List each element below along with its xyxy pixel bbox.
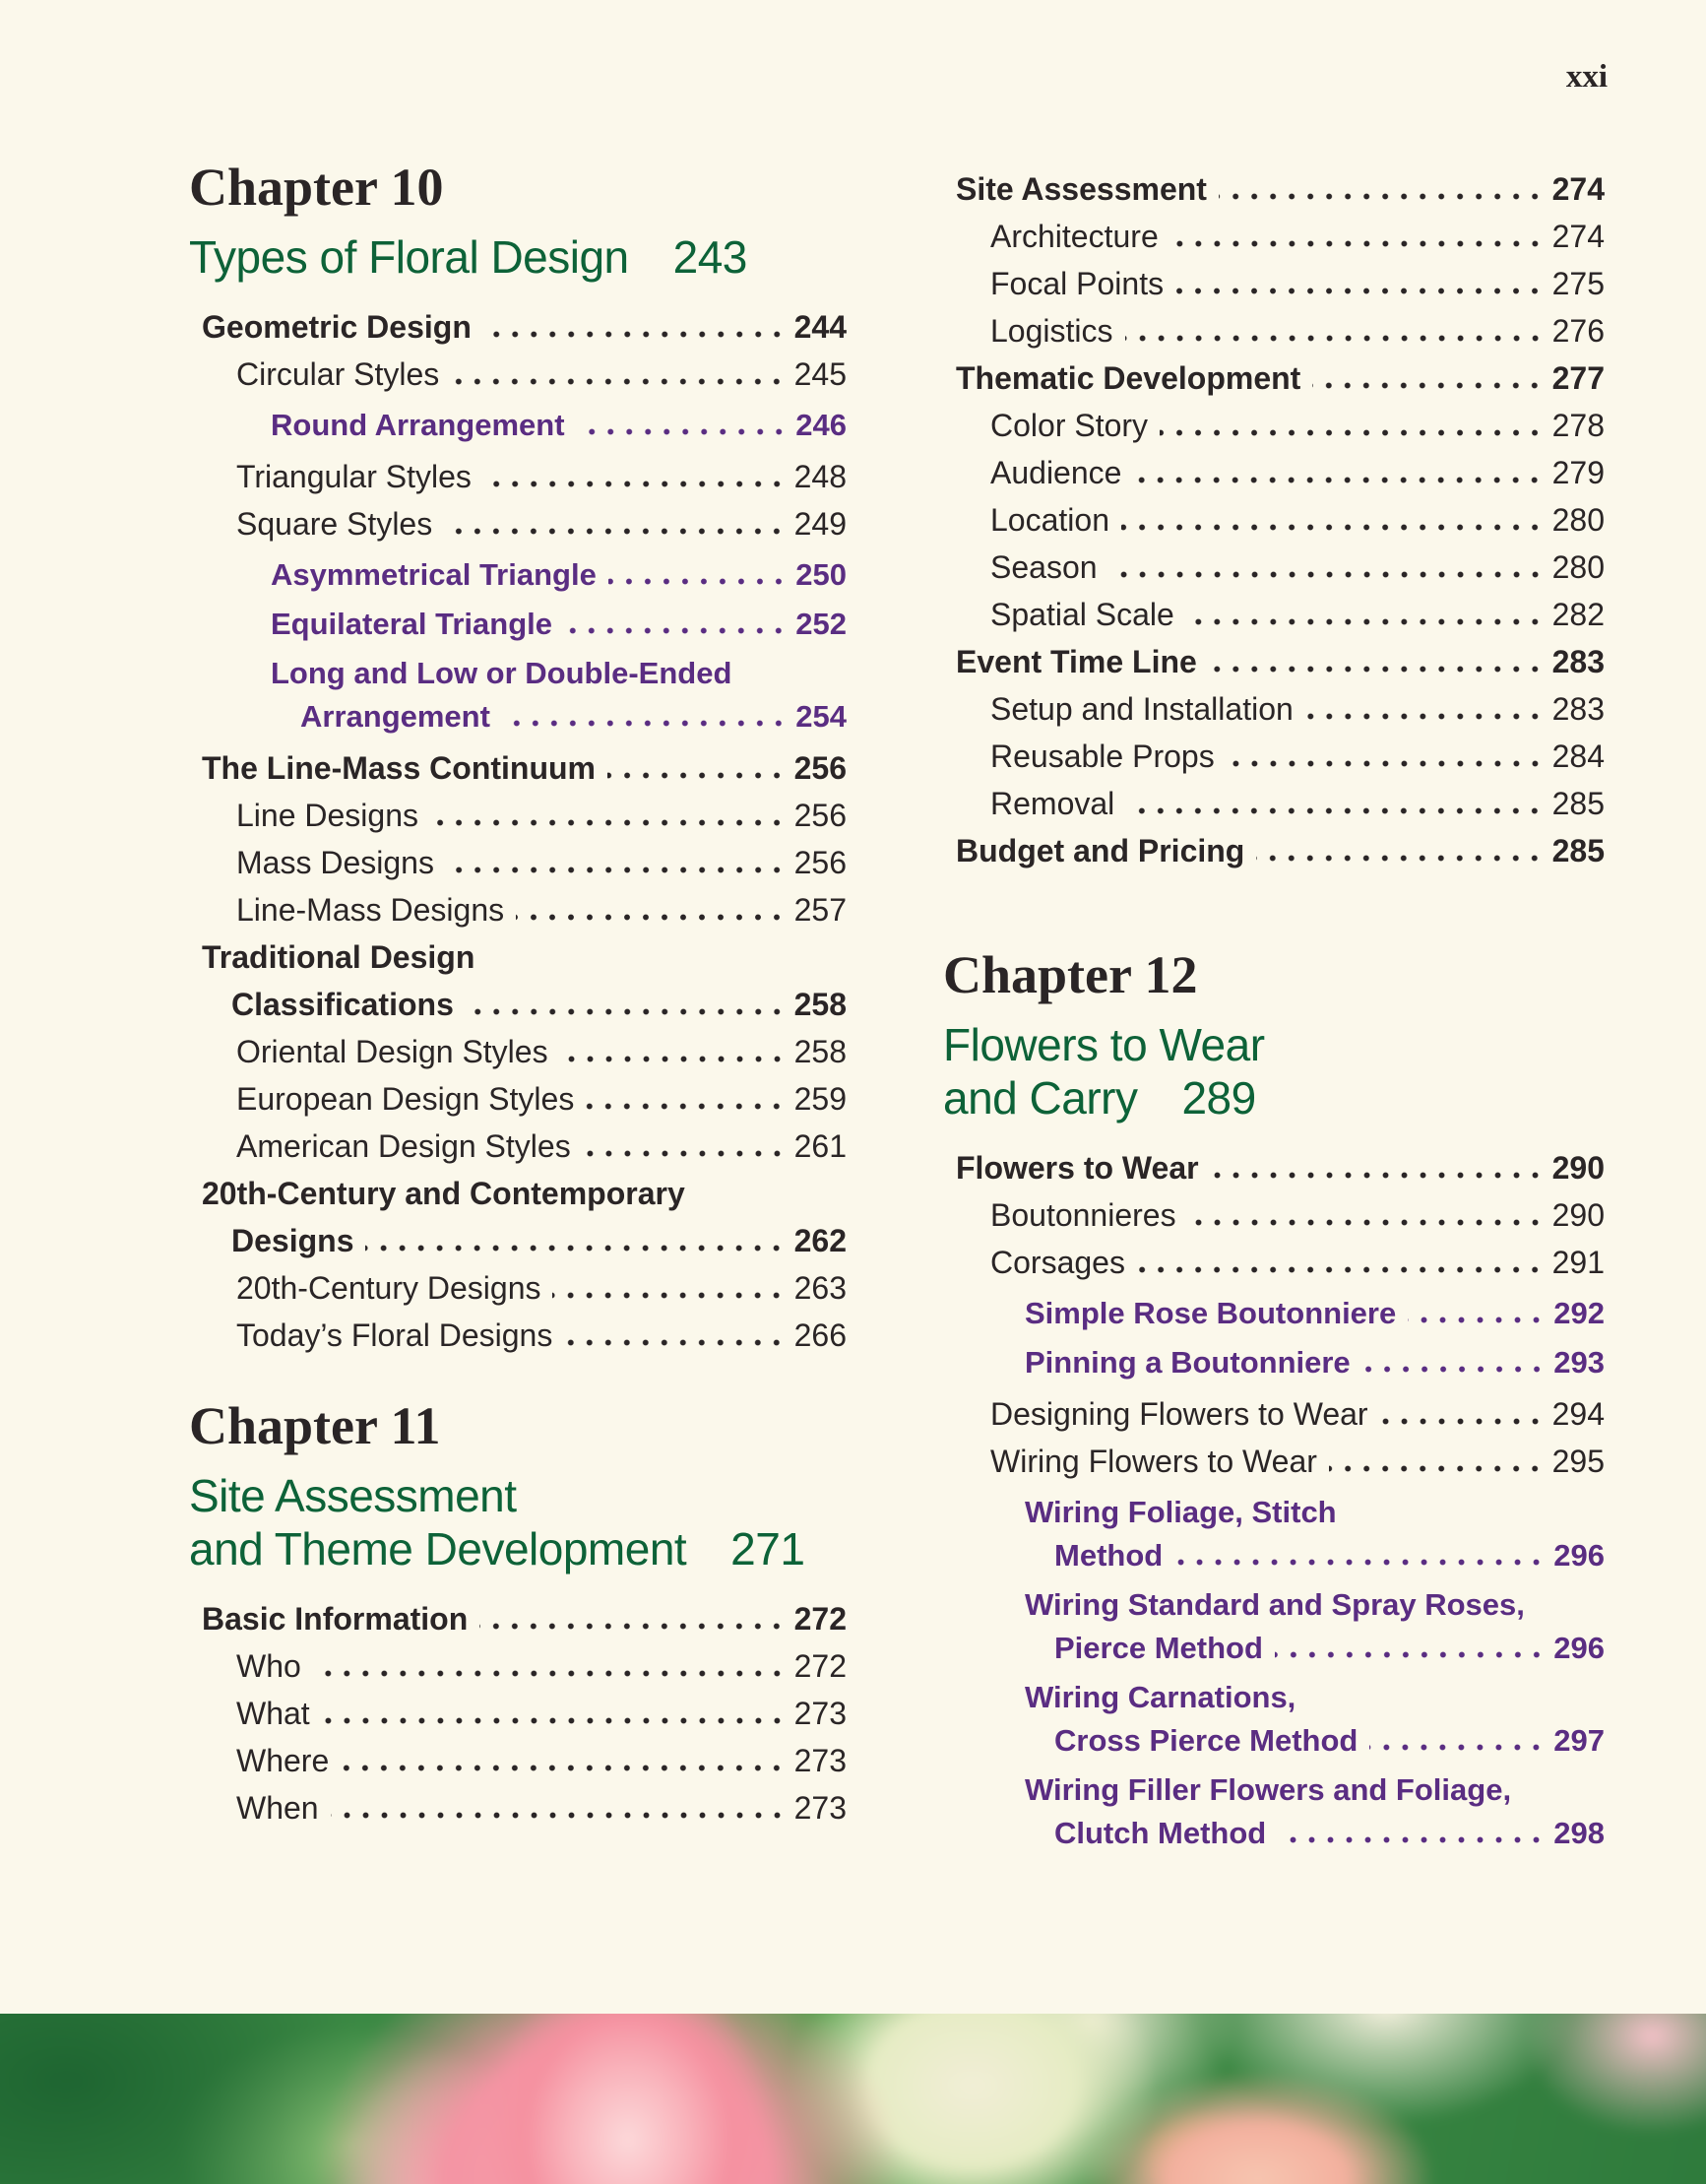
toc-entry-label: What bbox=[236, 1696, 310, 1731]
toc-entry-label: Wiring Standard and Spray Roses, bbox=[1025, 1587, 1525, 1622]
toc-entry-row bbox=[236, 1312, 847, 1359]
toc-entry-label: Flowers to Wear bbox=[956, 1150, 1199, 1186]
toc-page-number: 274 bbox=[1551, 219, 1605, 254]
toc-entry-label: Classifications bbox=[231, 987, 454, 1022]
dot-leader bbox=[516, 914, 787, 921]
page-number-corner: xxi bbox=[1565, 59, 1608, 95]
dot-leader bbox=[1175, 288, 1545, 294]
toc-entry-continuation bbox=[1025, 1627, 1605, 1670]
dot-leader bbox=[1121, 524, 1545, 531]
dot-leader bbox=[1227, 760, 1545, 767]
toc-entry-row bbox=[271, 553, 847, 597]
toc-entry bbox=[189, 744, 847, 792]
toc-page-number: 282 bbox=[1551, 597, 1605, 632]
toc-page-number: 277 bbox=[1551, 360, 1605, 396]
toc-entry-label: Basic Information bbox=[202, 1601, 469, 1637]
dot-leader bbox=[1305, 713, 1545, 720]
toc-entry bbox=[189, 453, 847, 500]
toc-entry bbox=[943, 307, 1605, 354]
toc-entry-row bbox=[236, 792, 847, 839]
toc-entry-row bbox=[990, 307, 1605, 354]
toc-entry-label: Oriental Design Styles bbox=[236, 1034, 548, 1069]
toc-entry-label: European Design Styles bbox=[236, 1081, 575, 1117]
chapter-block bbox=[189, 1394, 847, 1575]
toc-entry-row bbox=[956, 354, 1605, 402]
toc-page-number: 256 bbox=[793, 798, 847, 833]
chapter-heading: Chapter 12 bbox=[943, 945, 1198, 1004]
toc-entry bbox=[189, 1170, 847, 1264]
toc-entry bbox=[943, 1239, 1605, 1286]
toc-entry-row bbox=[990, 733, 1605, 780]
toc-page-number: 283 bbox=[1551, 691, 1605, 727]
toc-page-number: 274 bbox=[1551, 171, 1605, 207]
toc-entry-label: Logistics bbox=[990, 313, 1113, 349]
toc-entry bbox=[943, 260, 1605, 307]
toc-entry bbox=[943, 1292, 1605, 1335]
toc-page-number: 273 bbox=[793, 1790, 847, 1826]
toc-entry-label: Thematic Development bbox=[956, 360, 1301, 396]
toc-entry-label: Removal bbox=[990, 786, 1115, 821]
toc-entry-row bbox=[990, 780, 1605, 827]
toc-page-number: 296 bbox=[1553, 1631, 1605, 1665]
toc-entry bbox=[943, 1390, 1605, 1438]
toc-page-number: 261 bbox=[793, 1128, 847, 1164]
dot-leader bbox=[1160, 429, 1545, 436]
dot-leader bbox=[502, 720, 788, 727]
toc-entry-label: Traditional Design bbox=[202, 939, 475, 975]
toc-entry-row bbox=[990, 1438, 1605, 1485]
dot-leader bbox=[1278, 1836, 1546, 1843]
dot-leader bbox=[466, 1008, 787, 1015]
toc-entry-continuation bbox=[1025, 1812, 1605, 1855]
toc-page-number: 283 bbox=[1551, 644, 1605, 679]
footer-photo-painting bbox=[0, 2014, 1706, 2184]
toc-entry-row bbox=[1025, 1768, 1605, 1812]
toc-page-number: 248 bbox=[793, 459, 847, 494]
chapter-title-line: and Theme Development 271 bbox=[189, 1523, 805, 1574]
dot-leader bbox=[564, 1339, 786, 1346]
toc-page-number: 292 bbox=[1553, 1296, 1605, 1330]
toc-entry-label: The Line-Mass Continuum bbox=[202, 750, 596, 786]
toc-entry-row bbox=[236, 1784, 847, 1831]
toc-entry bbox=[189, 500, 847, 547]
toc-entry bbox=[189, 1028, 847, 1075]
toc-entry-label: Focal Points bbox=[990, 266, 1165, 301]
toc-entry-row bbox=[236, 1690, 847, 1737]
dot-leader bbox=[1137, 1266, 1545, 1273]
chapter-title bbox=[943, 1018, 1605, 1124]
dot-leader bbox=[1275, 1651, 1546, 1658]
toc-entry-row bbox=[990, 685, 1605, 733]
dot-leader bbox=[1170, 240, 1545, 247]
toc-page-number: 293 bbox=[1553, 1345, 1605, 1380]
chapter-title-line: and Carry 289 bbox=[943, 1072, 1256, 1124]
toc-entry bbox=[189, 1784, 847, 1831]
toc-entry-row bbox=[990, 1191, 1605, 1239]
dot-leader bbox=[1362, 1366, 1547, 1373]
toc-page-number: 278 bbox=[1551, 408, 1605, 443]
dot-leader bbox=[1219, 193, 1545, 200]
toc-entry-row bbox=[202, 1170, 847, 1217]
toc-entry bbox=[189, 886, 847, 933]
toc-entry-row bbox=[236, 453, 847, 500]
dot-leader bbox=[1133, 477, 1544, 483]
dot-leader bbox=[1188, 1219, 1545, 1226]
toc-page-number: 290 bbox=[1551, 1150, 1605, 1186]
toc-entry-list bbox=[189, 1595, 847, 1831]
toc-entry bbox=[189, 1075, 847, 1123]
dot-leader bbox=[552, 1292, 786, 1299]
toc-entry-row bbox=[236, 500, 847, 547]
toc-entry-row bbox=[990, 402, 1605, 449]
dot-leader bbox=[313, 1670, 787, 1677]
toc-entry bbox=[943, 638, 1605, 685]
toc-entry bbox=[943, 165, 1605, 213]
toc-entry bbox=[189, 404, 847, 447]
toc-page-number: 291 bbox=[1551, 1245, 1605, 1280]
toc-entry-label: Asymmetrical Triangle bbox=[271, 557, 597, 592]
dot-leader bbox=[608, 578, 788, 585]
toc-entry bbox=[189, 839, 847, 886]
toc-entry-label: Architecture bbox=[990, 219, 1159, 254]
toc-entry bbox=[189, 1595, 847, 1642]
dot-leader bbox=[1256, 855, 1544, 862]
toc-entry-row bbox=[990, 1239, 1605, 1286]
toc-page-number: 280 bbox=[1551, 549, 1605, 585]
toc-entry-label: Method bbox=[1054, 1538, 1164, 1573]
toc-entry-label: Site Assessment bbox=[956, 171, 1207, 207]
toc-entry-row bbox=[1025, 1676, 1605, 1719]
toc-entry-row bbox=[990, 544, 1605, 591]
toc-entry-row bbox=[990, 591, 1605, 638]
toc-entry bbox=[189, 553, 847, 597]
toc-entry-row bbox=[271, 404, 847, 447]
dot-leader bbox=[583, 1150, 787, 1157]
chapter-heading: Chapter 10 bbox=[189, 158, 444, 217]
dot-leader bbox=[1369, 1744, 1546, 1751]
chapter-block bbox=[943, 943, 1605, 1124]
toc-entry-continuation bbox=[202, 1217, 847, 1264]
toc-entry bbox=[189, 1123, 847, 1170]
dot-leader bbox=[564, 627, 788, 634]
dot-leader bbox=[1186, 618, 1545, 625]
toc-page-number: 285 bbox=[1551, 786, 1605, 821]
toc-page-number: 250 bbox=[795, 557, 847, 592]
dot-leader bbox=[1174, 1559, 1546, 1566]
toc-page-number: 246 bbox=[795, 408, 847, 442]
toc-entry-label: Simple Rose Boutonniere bbox=[1025, 1296, 1397, 1330]
toc-entry bbox=[189, 1642, 847, 1690]
dot-leader bbox=[446, 867, 787, 873]
toc-entry bbox=[189, 1690, 847, 1737]
toc-entry-row bbox=[271, 652, 847, 695]
toc-page-number: 276 bbox=[1551, 313, 1605, 349]
toc-page-number: 262 bbox=[793, 1223, 847, 1258]
toc-entry-label: Wiring Foliage, Stitch bbox=[1025, 1495, 1337, 1529]
toc-entry-label: Wiring Carnations, bbox=[1025, 1680, 1296, 1714]
toc-entry bbox=[189, 1312, 847, 1359]
toc-entry-row bbox=[202, 744, 847, 792]
toc-entry bbox=[943, 1583, 1605, 1670]
toc-entry-label: Line-Mass Designs bbox=[236, 892, 505, 928]
toc-entry-label: Pinning a Boutonniere bbox=[1025, 1345, 1351, 1380]
toc-page-number: 258 bbox=[793, 1034, 847, 1069]
toc-entry bbox=[943, 1676, 1605, 1763]
chapter-title-line: Types of Floral Design 243 bbox=[189, 231, 747, 283]
toc-page-number: 284 bbox=[1551, 739, 1605, 774]
toc-entry bbox=[189, 603, 847, 646]
toc-entry bbox=[189, 792, 847, 839]
dot-leader bbox=[577, 428, 789, 435]
toc-page-number: 258 bbox=[793, 987, 847, 1022]
toc-page-number: 285 bbox=[1551, 833, 1605, 868]
toc-column-left bbox=[189, 156, 847, 1831]
toc-entry-label: Designs bbox=[231, 1223, 354, 1258]
toc-page-number: 272 bbox=[793, 1648, 847, 1684]
toc-entry bbox=[943, 449, 1605, 496]
toc-entry-label: Cross Pierce Method bbox=[1054, 1723, 1358, 1758]
toc-entry-label: 20th-Century and Contemporary bbox=[202, 1176, 685, 1211]
toc-entry bbox=[189, 351, 847, 398]
toc-entry-row bbox=[956, 165, 1605, 213]
toc-entry-row bbox=[1025, 1292, 1605, 1335]
toc-entry bbox=[943, 733, 1605, 780]
toc-entry-row bbox=[236, 1264, 847, 1312]
toc-page-number: 249 bbox=[793, 506, 847, 542]
dot-leader bbox=[365, 1245, 786, 1252]
toc-entry bbox=[943, 1341, 1605, 1384]
toc-page-number: 296 bbox=[1553, 1538, 1605, 1573]
chapter-heading: Chapter 11 bbox=[189, 1396, 441, 1455]
toc-entry-label: Round Arrangement bbox=[271, 408, 565, 442]
toc-entry-label: Setup and Installation bbox=[990, 691, 1294, 727]
toc-column-right bbox=[943, 165, 1605, 1861]
toc-page-number: 257 bbox=[793, 892, 847, 928]
toc-entry-label: Event Time Line bbox=[956, 644, 1197, 679]
toc-page-number: 252 bbox=[795, 607, 847, 641]
dot-leader bbox=[430, 819, 787, 826]
toc-entry-row bbox=[271, 603, 847, 646]
toc-entry-continuation bbox=[1025, 1534, 1605, 1577]
toc-entry-label: Budget and Pricing bbox=[956, 833, 1245, 868]
toc-entry bbox=[943, 591, 1605, 638]
toc-entry-continuation bbox=[271, 695, 847, 739]
toc-entry bbox=[943, 496, 1605, 544]
toc-page-number: 256 bbox=[793, 845, 847, 880]
chapter-title bbox=[189, 230, 847, 284]
toc-page-number: 272 bbox=[793, 1601, 847, 1637]
toc-page-number: 273 bbox=[793, 1743, 847, 1778]
toc-entry-row bbox=[1025, 1341, 1605, 1384]
toc-entry-row bbox=[202, 1595, 847, 1642]
toc-entry-row bbox=[236, 1075, 847, 1123]
toc-page-number: 256 bbox=[793, 750, 847, 786]
toc-entry-row bbox=[956, 827, 1605, 874]
dot-leader bbox=[341, 1765, 786, 1771]
toc-entry bbox=[943, 780, 1605, 827]
toc-entry-label: American Design Styles bbox=[236, 1128, 571, 1164]
toc-entry-label: Circular Styles bbox=[236, 356, 440, 392]
toc-entry-label: Equilateral Triangle bbox=[271, 607, 552, 641]
toc-entry-row bbox=[236, 351, 847, 398]
toc-entry-continuation bbox=[202, 981, 847, 1028]
toc-page-number: 298 bbox=[1553, 1816, 1605, 1850]
toc-page-number: 254 bbox=[795, 699, 847, 734]
toc-entry-row bbox=[202, 303, 847, 351]
toc-entry bbox=[943, 685, 1605, 733]
toc-entry-label: Triangular Styles bbox=[236, 459, 472, 494]
toc-entry-list bbox=[943, 165, 1605, 874]
toc-page-number: 273 bbox=[793, 1696, 847, 1731]
toc-entry-label: Audience bbox=[990, 455, 1122, 490]
toc-entry-label: Wiring Filler Flowers and Foliage, bbox=[1025, 1772, 1512, 1807]
toc-entry-label: Boutonnieres bbox=[990, 1197, 1176, 1233]
toc-entry-row bbox=[236, 1123, 847, 1170]
toc-page-number: 294 bbox=[1551, 1396, 1605, 1432]
toc-page-number: 295 bbox=[1551, 1444, 1605, 1479]
toc-entry-row bbox=[990, 213, 1605, 260]
toc-page-number: 297 bbox=[1553, 1723, 1605, 1758]
toc-page-number: 266 bbox=[793, 1317, 847, 1353]
toc-page-number: 280 bbox=[1551, 502, 1605, 538]
toc-entry-row bbox=[956, 1144, 1605, 1191]
toc-entry-label: Line Designs bbox=[236, 798, 418, 833]
toc-entry bbox=[943, 402, 1605, 449]
dot-leader bbox=[1126, 807, 1544, 814]
dot-leader bbox=[1408, 1317, 1546, 1323]
toc-page-number: 275 bbox=[1551, 266, 1605, 301]
toc-entry-row bbox=[236, 886, 847, 933]
dot-leader bbox=[607, 772, 787, 779]
dot-leader bbox=[1211, 1172, 1545, 1179]
toc-entry-label: 20th-Century Designs bbox=[236, 1270, 541, 1306]
toc-entry-label: Where bbox=[236, 1743, 330, 1778]
toc-entry-row bbox=[236, 1642, 847, 1690]
toc-entry-label: Designing Flowers to Wear bbox=[990, 1396, 1368, 1432]
toc-entry bbox=[189, 1264, 847, 1312]
dot-leader bbox=[1125, 335, 1545, 342]
dot-leader bbox=[444, 528, 786, 535]
toc-entry bbox=[189, 1737, 847, 1784]
toc-entry-label: Clutch Method bbox=[1054, 1816, 1267, 1850]
toc-entry-row bbox=[956, 638, 1605, 685]
toc-entry-label: Pierce Method bbox=[1054, 1631, 1263, 1665]
dot-leader bbox=[483, 331, 787, 338]
dot-leader bbox=[1312, 382, 1544, 389]
dot-leader bbox=[331, 1812, 787, 1819]
toc-entry-label: Location bbox=[990, 502, 1109, 538]
toc-entry-label: Corsages bbox=[990, 1245, 1125, 1280]
toc-entry-label: Reusable Props bbox=[990, 739, 1215, 774]
toc-entry bbox=[943, 1191, 1605, 1239]
toc-entry bbox=[943, 544, 1605, 591]
toc-page-number: 245 bbox=[793, 356, 847, 392]
toc-entry-row bbox=[236, 1737, 847, 1784]
toc-page-number: 244 bbox=[793, 309, 847, 345]
dot-leader bbox=[586, 1103, 786, 1110]
toc-entry-row bbox=[1025, 1491, 1605, 1534]
dot-leader bbox=[483, 481, 787, 487]
toc-entry-label: Geometric Design bbox=[202, 309, 472, 345]
toc-page-number: 290 bbox=[1551, 1197, 1605, 1233]
toc-entry-list bbox=[189, 303, 847, 1359]
toc-entry bbox=[189, 652, 847, 739]
toc-page-number: 259 bbox=[793, 1081, 847, 1117]
toc-entry-label: Long and Low or Double-Ended bbox=[271, 656, 732, 690]
toc-entry-list bbox=[943, 1144, 1605, 1855]
toc-entry bbox=[943, 1438, 1605, 1485]
toc-entry bbox=[943, 1768, 1605, 1855]
toc-page-number: 279 bbox=[1551, 455, 1605, 490]
toc-entry-row bbox=[236, 1028, 847, 1075]
dot-leader bbox=[1209, 666, 1545, 673]
dot-leader bbox=[1380, 1418, 1545, 1425]
toc-entry bbox=[943, 1491, 1605, 1577]
toc-page-number: 263 bbox=[793, 1270, 847, 1306]
dot-leader bbox=[1109, 571, 1545, 578]
toc-entry-label: Spatial Scale bbox=[990, 597, 1174, 632]
toc-entry-row bbox=[990, 449, 1605, 496]
dot-leader bbox=[560, 1056, 787, 1062]
toc-entry-row bbox=[990, 1390, 1605, 1438]
toc-entry-row bbox=[990, 260, 1605, 307]
chapter-title-line: Flowers to Wear bbox=[943, 1019, 1265, 1070]
toc-entry-row bbox=[202, 933, 847, 981]
chapter-block bbox=[189, 156, 847, 284]
toc-entry-label: Mass Designs bbox=[236, 845, 434, 880]
toc-entry-label: Square Styles bbox=[236, 506, 433, 542]
toc-entry-row bbox=[1025, 1583, 1605, 1627]
toc-entry-continuation bbox=[1025, 1719, 1605, 1763]
dot-leader bbox=[479, 1623, 786, 1630]
toc-entry bbox=[943, 213, 1605, 260]
toc-entry-label: Arrangement bbox=[300, 699, 490, 734]
toc-entry-label: Color Story bbox=[990, 408, 1149, 443]
toc-entry-row bbox=[990, 496, 1605, 544]
toc-entry-row bbox=[236, 839, 847, 886]
toc-entry-label: Season bbox=[990, 549, 1098, 585]
toc-entry bbox=[189, 303, 847, 351]
toc-entry bbox=[189, 933, 847, 1028]
chapter-title bbox=[189, 1469, 847, 1575]
toc-entry-label: Wiring Flowers to Wear bbox=[990, 1444, 1317, 1479]
toc-entry bbox=[943, 1144, 1605, 1191]
toc-entry bbox=[943, 827, 1605, 874]
footer-photo bbox=[0, 2014, 1706, 2184]
dot-leader bbox=[451, 378, 786, 385]
toc-entry-label: Who bbox=[236, 1648, 301, 1684]
chapter-title-line: Site Assessment bbox=[189, 1470, 517, 1521]
toc-entry bbox=[943, 354, 1605, 402]
toc-entry-label: When bbox=[236, 1790, 319, 1826]
dot-leader bbox=[1329, 1465, 1545, 1472]
dot-leader bbox=[322, 1717, 787, 1724]
toc-entry-label: Today’s Floral Designs bbox=[236, 1317, 553, 1353]
